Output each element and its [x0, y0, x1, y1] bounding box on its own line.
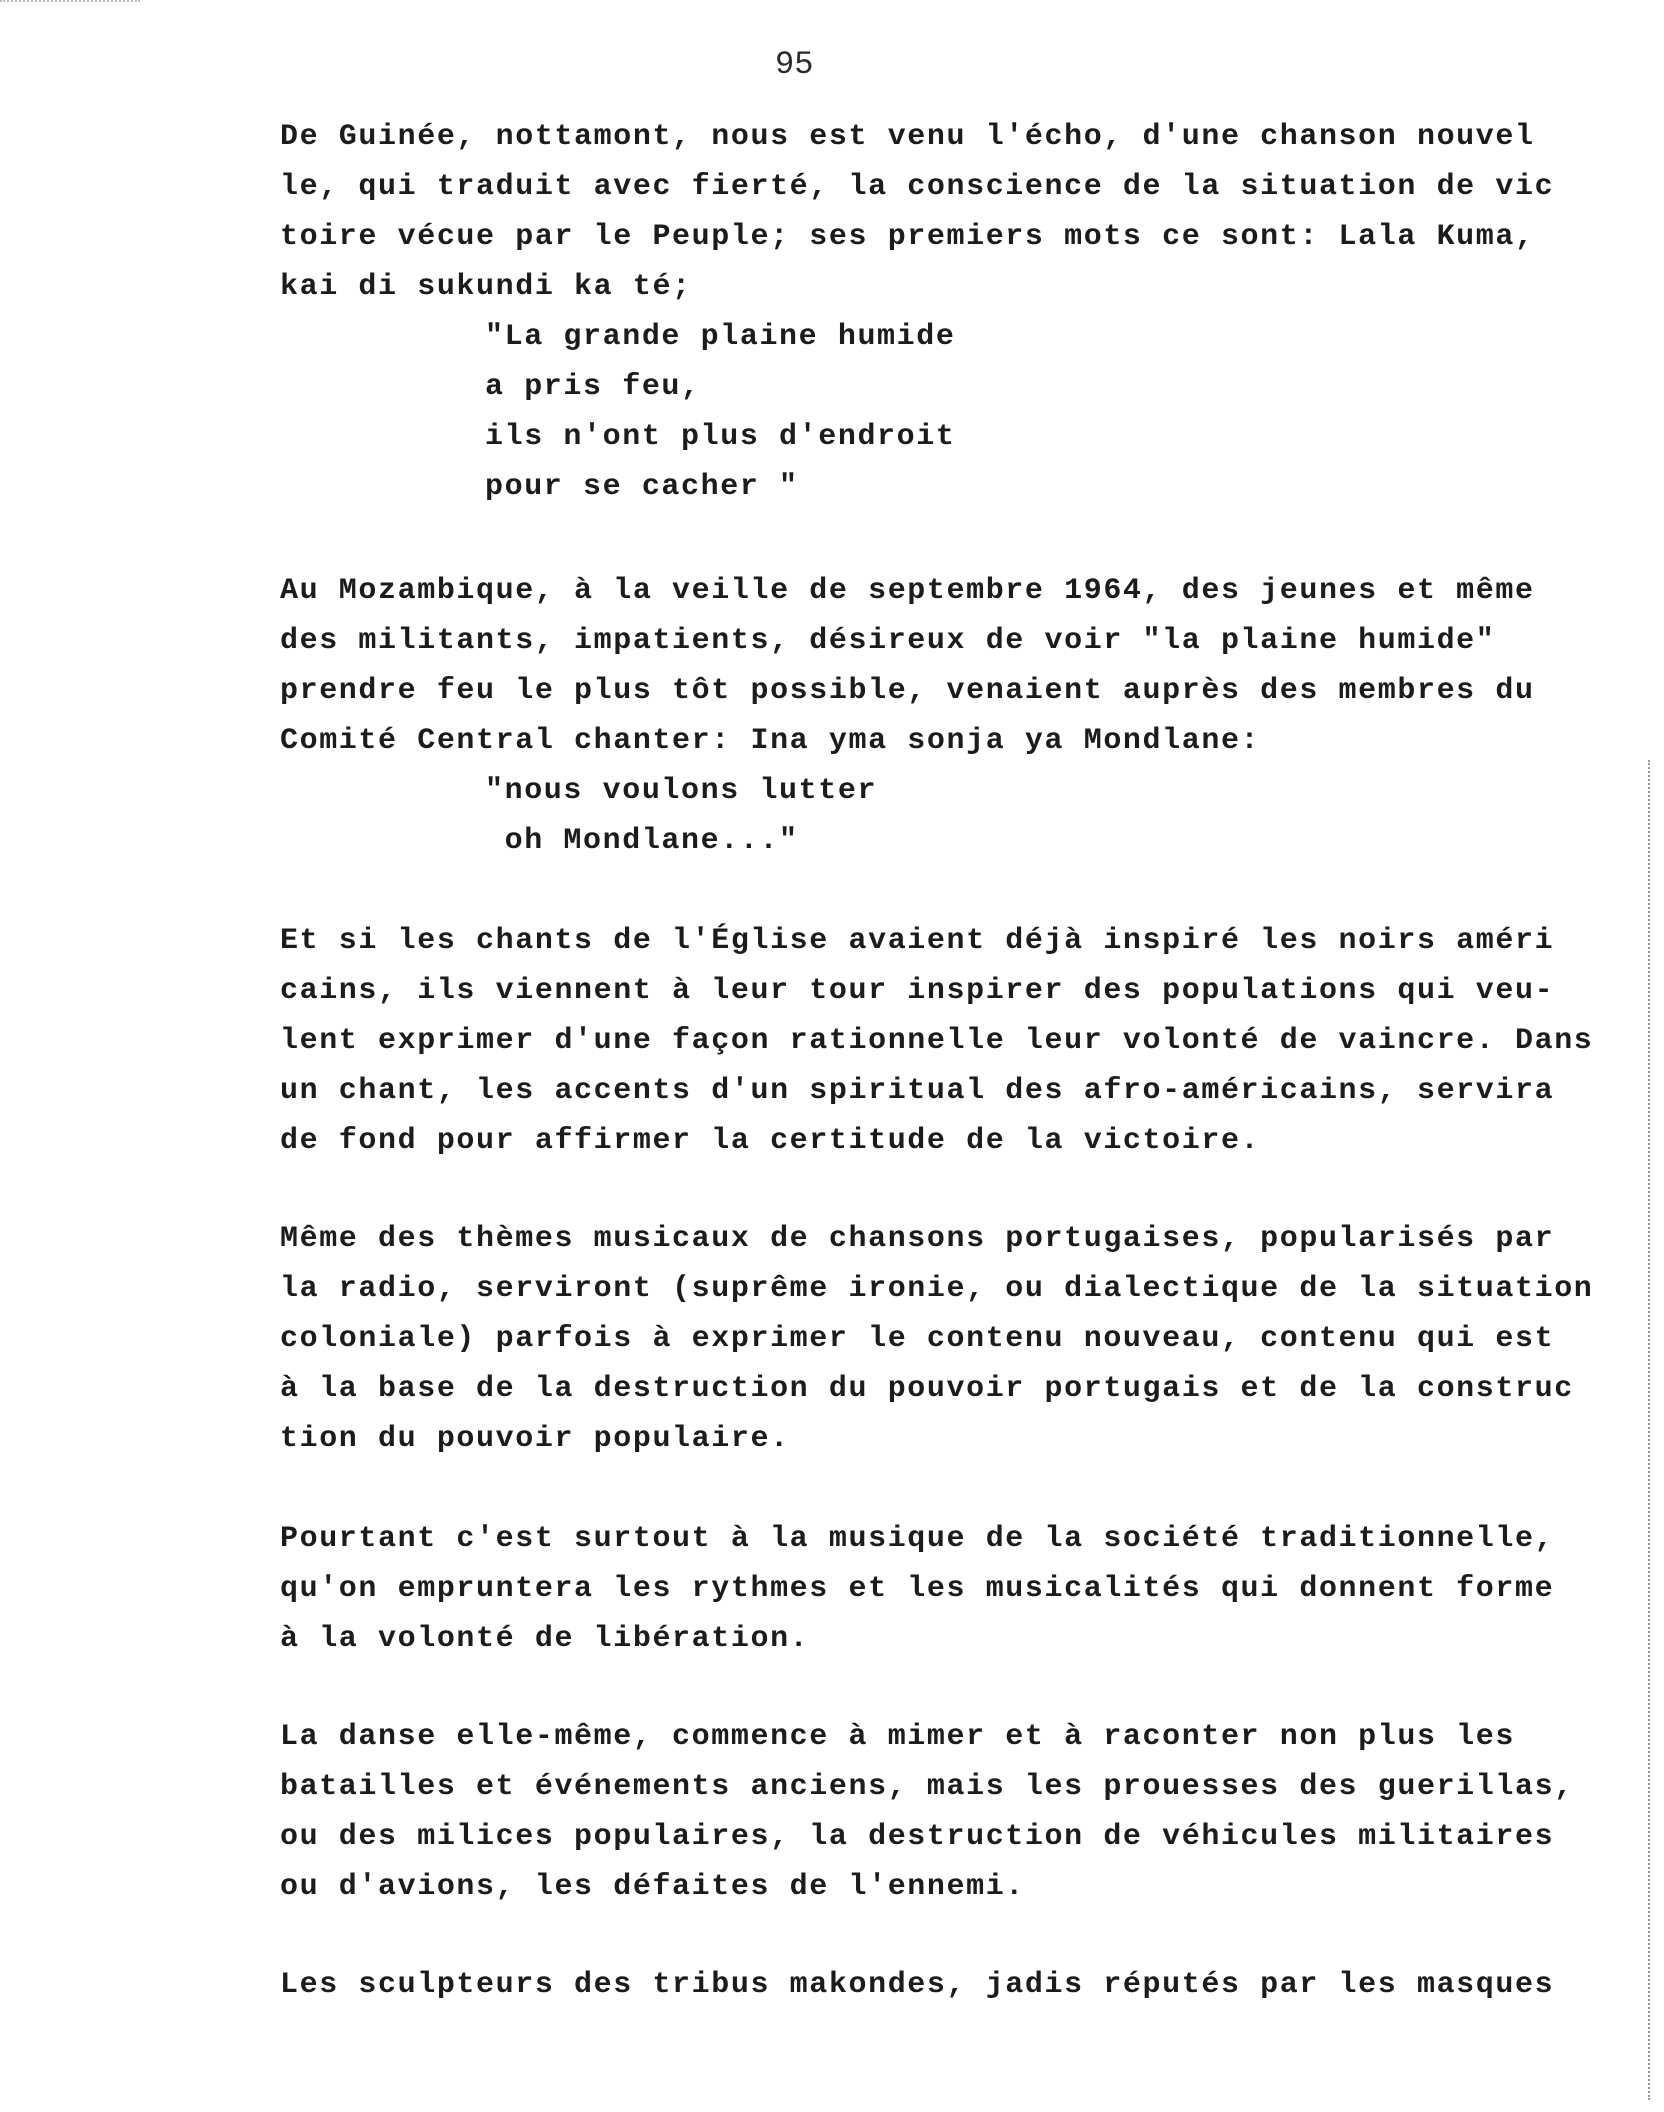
paragraph-2 — [280, 566, 1640, 866]
text-line: Au Mozambique, à la veille de septembre 1964, des jeunes et même — [280, 574, 1535, 608]
text-line: Et si les chants de l'Église avaient déjà inspiré les noirs améri — [280, 924, 1555, 958]
text-line: le, qui traduit avec fierté, la conscience de la situation de vic — [280, 170, 1555, 204]
verse-line: pour se cacher " — [485, 470, 799, 504]
text-line: la radio, serviront (suprême ironie, ou dialectique de la situation — [280, 1272, 1594, 1306]
text-line: coloniale) parfois à exprimer le contenu nouveau, contenu qui est — [280, 1322, 1555, 1356]
paragraph-5 — [280, 1514, 1640, 1664]
verse-line: "La grande plaine humide — [485, 320, 956, 354]
paragraph-1 — [280, 112, 1640, 512]
scan-edge — [1648, 760, 1656, 2100]
paragraph-4 — [280, 1214, 1640, 1464]
text-line: Les sculpteurs des tribus makondes, jadis réputés par les masques — [280, 1968, 1555, 2002]
text-line: à la volonté de libération. — [280, 1622, 810, 1656]
text-line: ou des milices populaires, la destruction de véhicules militaires — [280, 1820, 1555, 1854]
paragraph-3 — [280, 916, 1640, 1166]
text-line: La danse elle-même, commence à mimer et à raconter non plus les — [280, 1720, 1515, 1754]
verse-line: ils n'ont plus d'endroit — [485, 420, 956, 454]
paragraph-6 — [280, 1712, 1640, 1912]
scan-artifact — [0, 0, 140, 24]
text-line: De Guinée, nottamont, nous est venu l'écho, d'une chanson nouvel — [280, 120, 1535, 154]
text-line: un chant, les accents d'un spiritual des afro-américains, servira — [280, 1074, 1555, 1108]
text-line: qu'on empruntera les rythmes et les musicalités qui donnent forme — [280, 1572, 1555, 1606]
text-line: prendre feu le plus tôt possible, venaient auprès des membres du — [280, 674, 1535, 708]
text-line: ou d'avions, les défaites de l'ennemi. — [280, 1870, 1025, 1904]
text-line: à la base de la destruction du pouvoir portugais et de la construc — [280, 1372, 1574, 1406]
text-line: kai di sukundi ka té; — [280, 270, 692, 304]
paragraph-7 — [280, 1960, 1640, 2010]
text-line: Comité Central chanter: Ina yma sonja ya Mondlane: — [280, 724, 1261, 758]
text-line: toire vécue par le Peuple; ses premiers mots ce sont: Lala Kuma, — [280, 220, 1535, 254]
verse-line: a pris feu, — [485, 370, 701, 404]
text-line: Pourtant c'est surtout à la musique de la société traditionnelle, — [280, 1522, 1555, 1556]
text-line: tion du pouvoir populaire. — [280, 1422, 790, 1456]
page-number: 95 — [775, 46, 814, 83]
text-line: de fond pour affirmer la certitude de la victoire. — [280, 1124, 1261, 1158]
text-line: batailles et événements anciens, mais les prouesses des guerillas, — [280, 1770, 1574, 1804]
text-line: Même des thèmes musicaux de chansons portugaises, popularisés par — [280, 1222, 1555, 1256]
verse-line: oh Mondlane..." — [485, 824, 799, 858]
text-line: cains, ils viennent à leur tour inspirer des populations qui veu- — [280, 974, 1555, 1008]
text-line: lent exprimer d'une façon rationnelle leur volonté de vaincre. Dans — [280, 1024, 1594, 1058]
verse-line: "nous voulons lutter — [485, 774, 878, 808]
text-line: des militants, impatients, désireux de voir "la plaine humide" — [280, 624, 1496, 658]
